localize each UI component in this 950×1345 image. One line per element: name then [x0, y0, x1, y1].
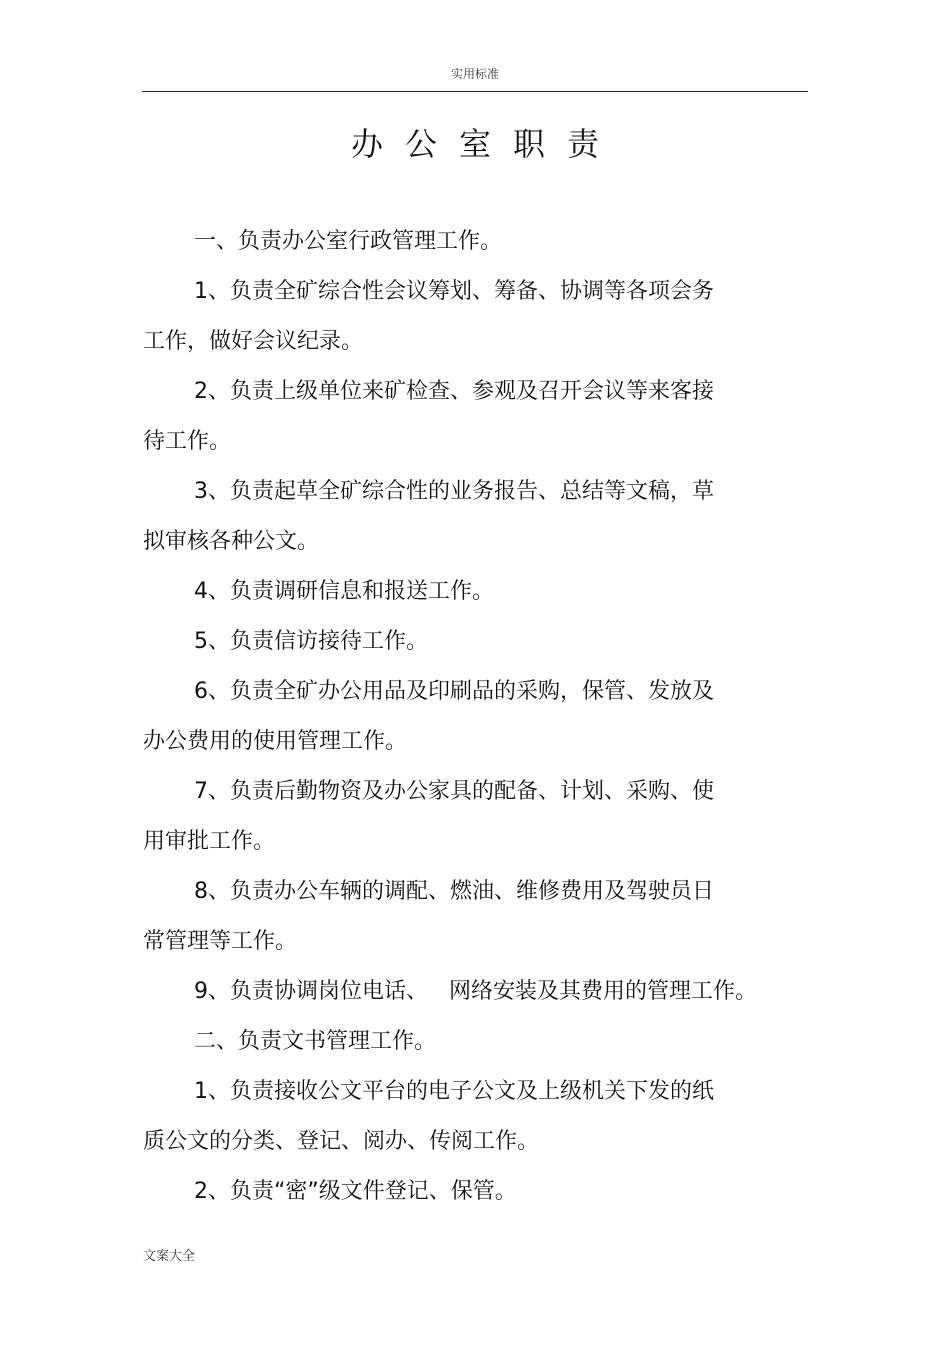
body-line: 7、负责后勤物资及办公家具的配备、计划、采购、使: [194, 779, 714, 804]
body-line: 质公文的分类、登记、阅办、传阅工作。: [143, 1129, 540, 1154]
body-line: 工作，做好会议纪录。: [143, 329, 364, 354]
body-line: 拟审核各种公文。: [143, 529, 320, 554]
page-header-text: 实用标准: [450, 67, 499, 81]
body-line: 8、负责办公车辆的调配、燃油、维修费用及驾驶员日: [194, 879, 714, 904]
body-line: 4、负责调研信息和报送工作。: [194, 579, 494, 604]
body-line: 二、负责文书管理工作。: [194, 1029, 437, 1054]
page-footer-text: 文案大全: [143, 1249, 196, 1264]
body-line: 2、负责“密”级文件登记、保管。: [194, 1179, 517, 1204]
body-line: 6、负责全矿办公用品及印刷品的采购，保管、发放及: [194, 679, 714, 704]
body-line: 一、负责办公室行政管理工作。: [194, 229, 503, 254]
body-line: 待工作。: [143, 429, 232, 454]
body-line: 常管理等工作。: [143, 929, 298, 954]
header-divider: [142, 91, 808, 92]
body-line: 用审批工作。: [143, 829, 276, 854]
body-line: 1、负责接收公文平台的电子公文及上级机关下发的纸: [194, 1079, 714, 1104]
body-line: 3、负责起草全矿综合性的业务报告、总结等文稿，草: [194, 479, 714, 504]
body-line: 2、负责上级单位来矿检查、参观及召开会议等来客接: [194, 379, 714, 404]
body-line: 1、负责全矿综合性会议筹划、筹备、协调等各项会务: [194, 279, 714, 304]
body-line: 5、负责信访接待工作。: [194, 629, 428, 654]
document-title: 办公室职责: [350, 125, 621, 163]
body-line: 办公费用的使用管理工作。: [143, 729, 408, 754]
body-line: 9、负责协调岗位电话、 网络安装及其费用的管理工作。: [194, 979, 757, 1004]
